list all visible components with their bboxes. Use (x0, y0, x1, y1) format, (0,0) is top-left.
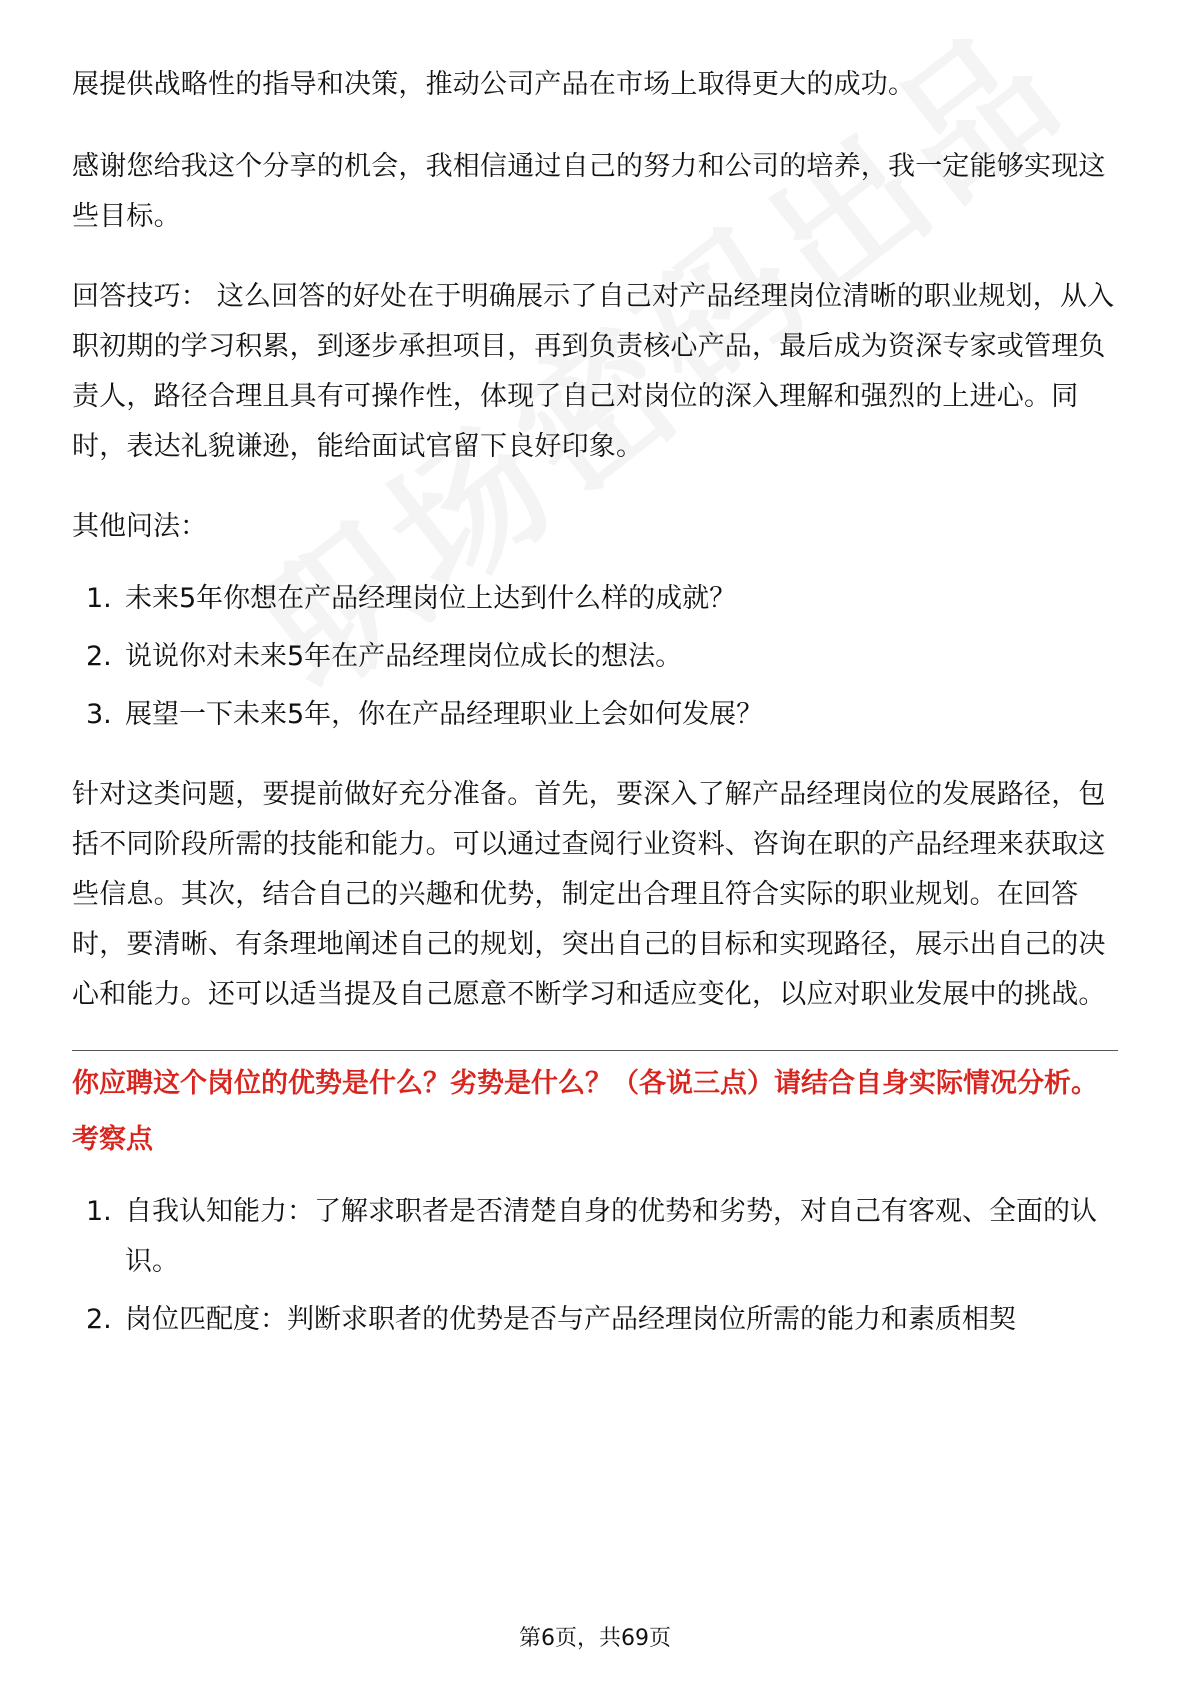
list-item-number: 1. (86, 583, 112, 614)
page-body (72, 60, 1118, 1375)
list-item-text: 展望一下未来5年，你在产品经理职业上会如何发展？ (125, 699, 764, 730)
list-item-text: 自我认知能力：了解求职者是否清楚自身的优势和劣势，对自己有客观、全面的认识。 (125, 1196, 1097, 1277)
list-item-text: 未来5年你想在产品经理岗位上达到什么样的成就？ (125, 583, 737, 614)
list-item-text: 说说你对未来5年在产品经理岗位成长的想法。 (125, 641, 683, 672)
other-questions-label: 其他问法： (72, 511, 207, 542)
list-item-number: 1. (86, 1196, 112, 1227)
list-item-number: 2. (86, 1304, 112, 1335)
list-item (72, 690, 1118, 740)
paragraph-thanks: 感谢您给我这个分享的机会，我相信通过自己的努力和公司的培养，我一定能够实现这些目标。 (72, 151, 1106, 232)
other-questions-list (72, 574, 1118, 740)
section-divider (72, 1050, 1118, 1051)
paragraph-answer-tips: 回答技巧： 这么回答的好处在于明确展示了自己对产品经理岗位清晰的职业规划，从入职初期的学习积累，到逐步承担项目，再到负责核心产品，最后成为资深专家或管理负责人，路径合理且具有可操作性，体现了自己对岗位的深入理解和强烈的上进心。同时，表达礼貌谦逊，能给面试官留下良好印象。 (72, 281, 1115, 462)
list-item (72, 574, 1118, 624)
list-item-text: 岗位匹配度：判断求职者的优势是否与产品经理岗位所需的能力和素质相契 (125, 1304, 1016, 1335)
assessment-points-heading: 考察点 (72, 1124, 153, 1155)
question-title: 你应聘这个岗位的优势是什么？劣势是什么？（各说三点）请结合自身实际情况分析。 (72, 1068, 1098, 1099)
page-number-footer: 第6页，共69页 (519, 1626, 671, 1651)
list-item-number: 3. (86, 699, 112, 730)
paragraph-advice: 针对这类问题，要提前做好充分准备。首先，要深入了解产品经理岗位的发展路径，包括不同阶段所需的技能和能力。可以通过查阅行业资料、咨询在职的产品经理来获取这些信息。其次，结合自己的兴趣和优势，制定出合理且符合实际的职业规划。在回答时，要清晰、有条理地阐述自己的规划，突出自己的目标和实现路径，展示出自己的决心和能力。还可以适当提及自己愿意不断学习和适应变化，以应对职业发展中的挑战。 (72, 779, 1106, 1010)
assessment-points-list (72, 1187, 1118, 1345)
list-item (72, 1187, 1118, 1287)
paragraph-closing-line: 展提供战略性的指导和决策，推动公司产品在市场上取得更大的成功。 (72, 69, 916, 100)
list-item (72, 632, 1118, 682)
list-item-number: 2. (86, 641, 112, 672)
list-item (72, 1295, 1118, 1345)
